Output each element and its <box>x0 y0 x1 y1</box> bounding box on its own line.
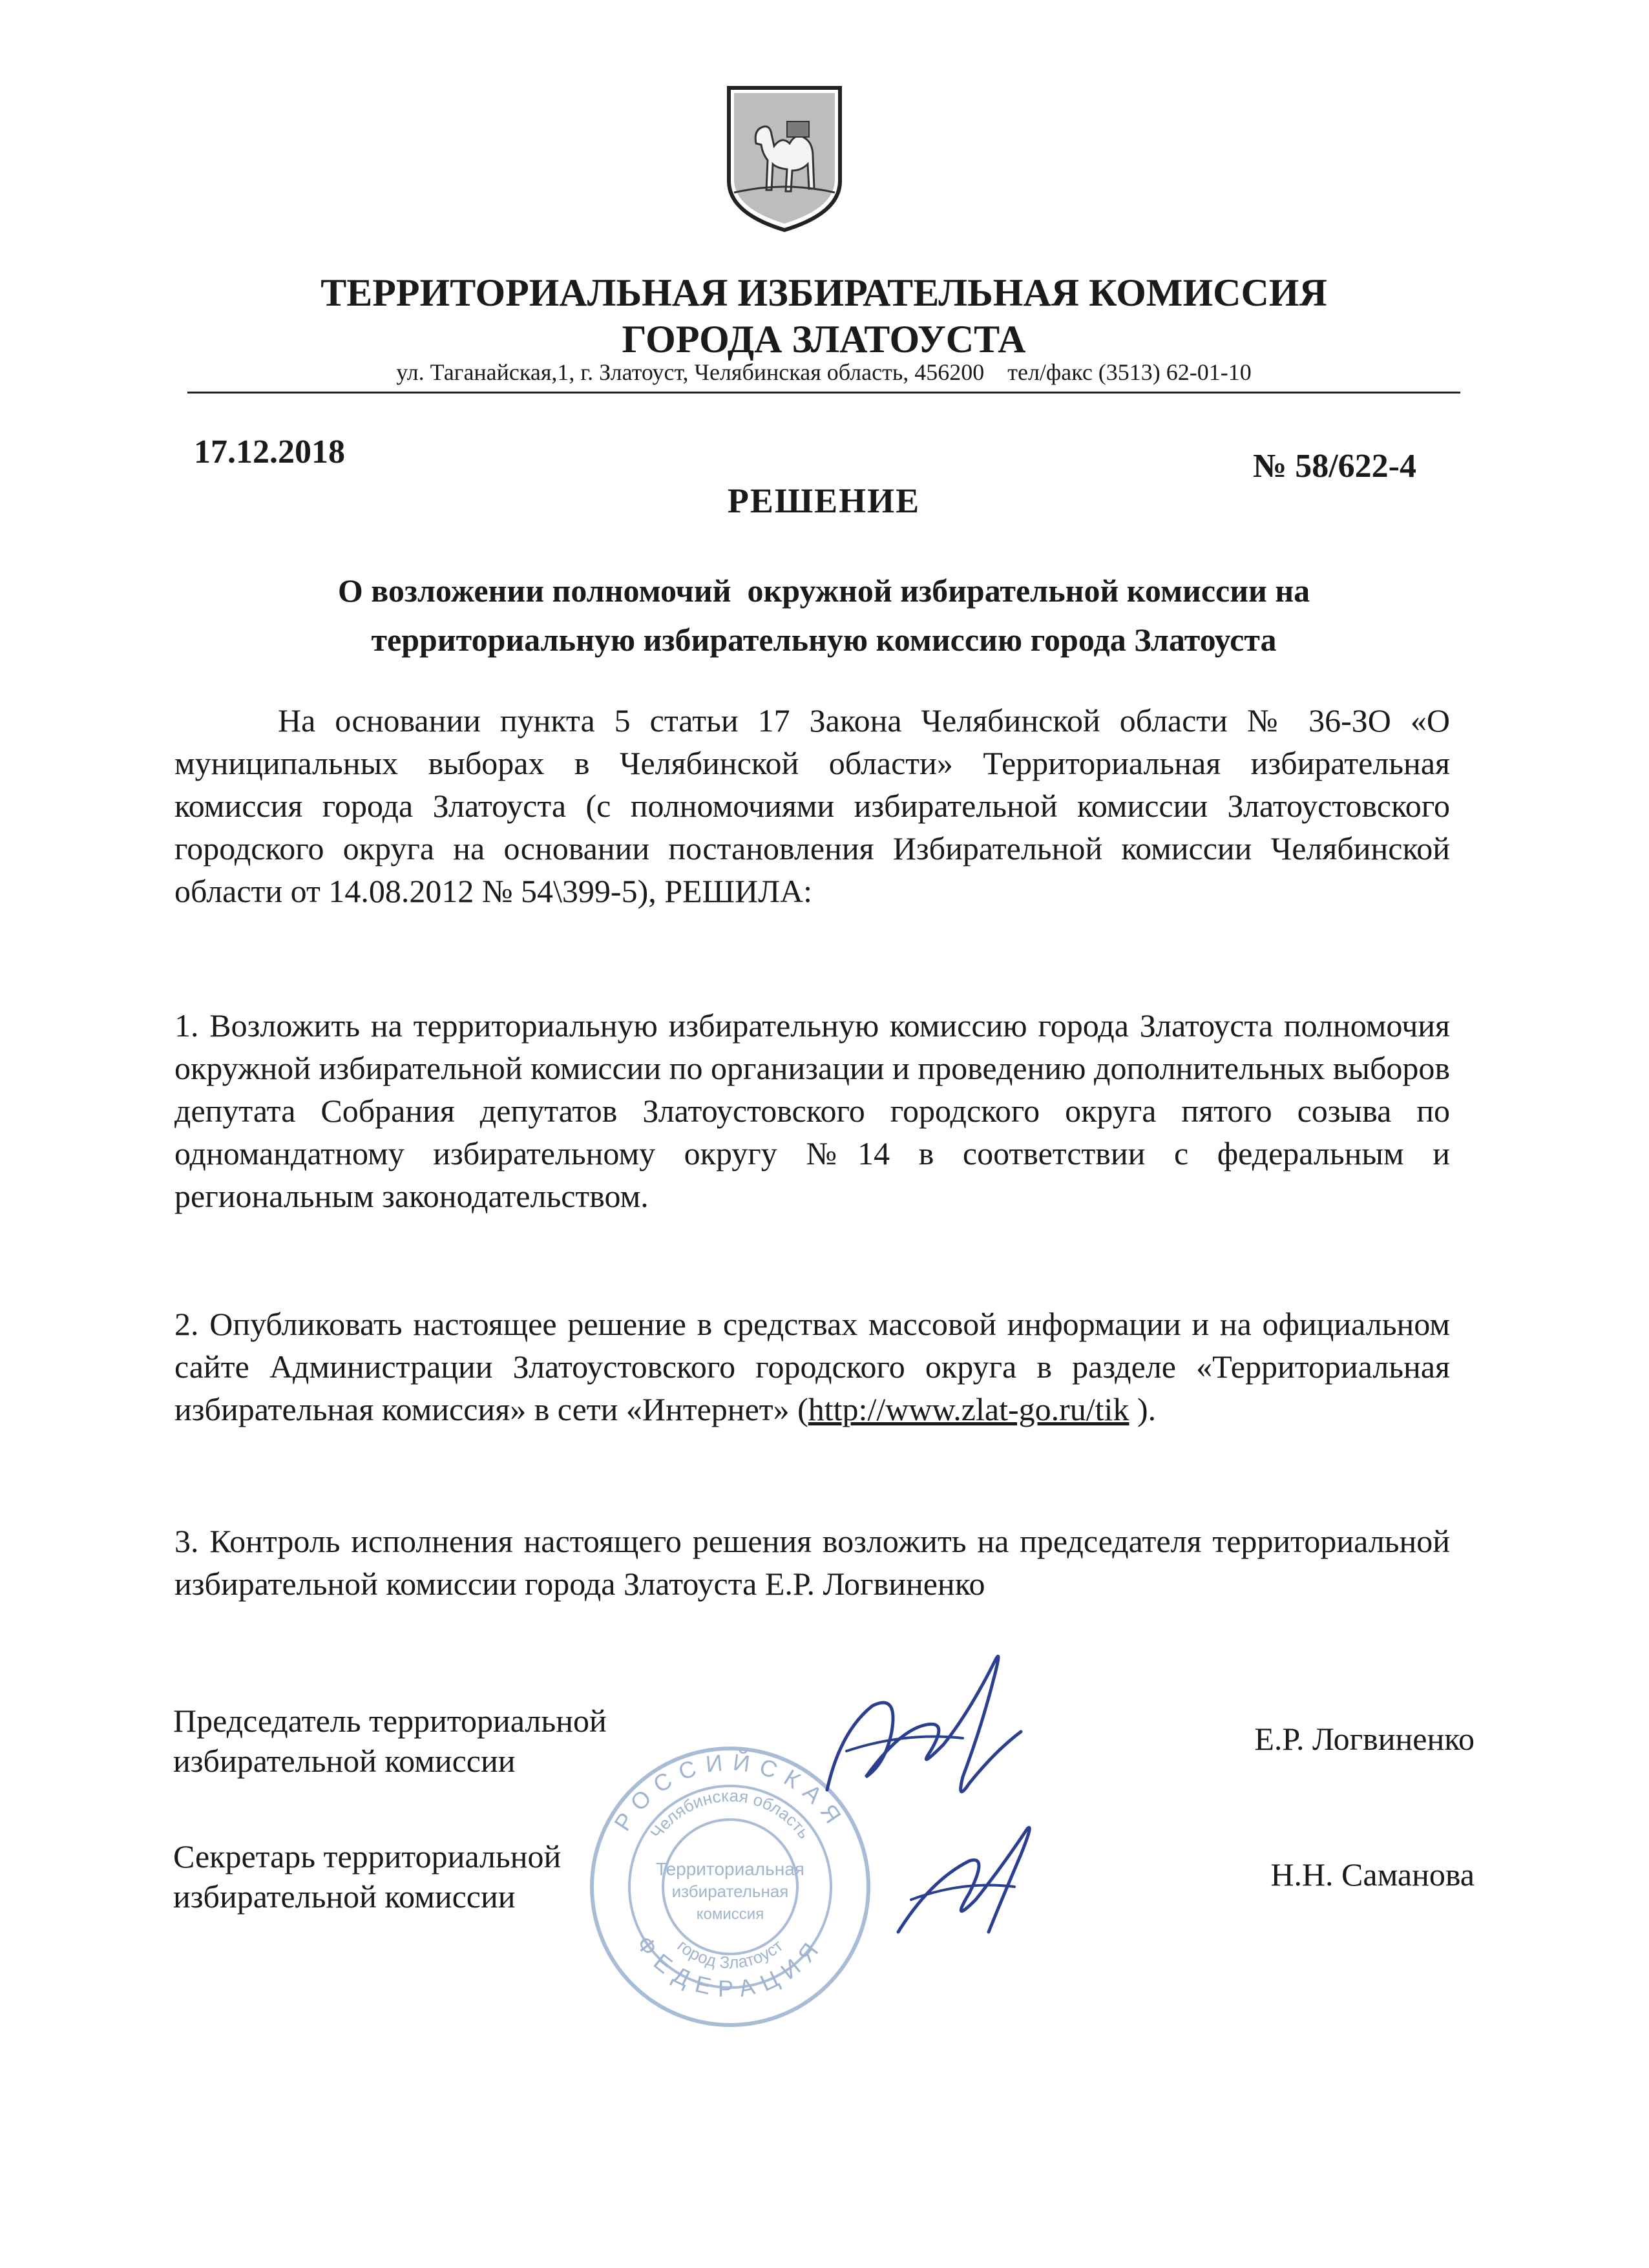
seal-ring-bottom: ФЕДЕРАЦИЯ <box>631 1930 829 2002</box>
seal-center-line2: избирательная <box>671 1882 789 1901</box>
organization-title-line1: ТЕРРИТОРИАЛЬНАЯ ИЗБИРАТЕЛЬНАЯ КОМИССИЯ <box>320 271 1327 314</box>
seal-ring-top: РОССИЙСКАЯ <box>609 1748 852 1836</box>
coat-of-arms-emblem <box>722 84 846 233</box>
secretary-title <box>173 1836 561 1916</box>
chair-handwritten-signature <box>801 1635 1060 1829</box>
item-1-text: 1. Возложить на территориальную избирательную комиссию города Златоуста полномочия окружной избирательной комиссии по организации и проведению дополнительных выборов депутата Собрания депутатов Златоустовского городского округа пятого созыва по одномандатному избирательному округу №14 в соответствии с федеральным и региональным законодательством. <box>174 1007 1450 1214</box>
item-2-end: ). <box>1129 1391 1157 1427</box>
seal-center-line3: комиссия <box>696 1906 764 1923</box>
secretary-name: Н.Н. Саманова <box>1270 1856 1475 1893</box>
item-3-text: 3. Контроль исполнения настоящего решения возложить на председателя территориальной избирательной комиссии города Златоуста Е.Р. Логвиненко <box>174 1523 1450 1602</box>
item-1-paragraph <box>174 1004 1450 1217</box>
subject-line2: территориальную избирательную комиссию города Златоуста <box>371 622 1277 658</box>
chair-name: Е.Р. Логвиненко <box>1254 1721 1475 1757</box>
item-2-text: 2. Опубликовать настоящее решение в средствах массовой информации и на официальном сайте Администрации Златоустовского городского округа в разделе «Территориальная избирательная комиссия» в сети «Интернет» ( <box>174 1306 1450 1427</box>
seal-inner-ring-top: Челябинская область <box>646 1785 814 1842</box>
chair-title-line2: избирательной комиссии <box>173 1743 516 1779</box>
document-number: № 58/622-4 <box>1252 448 1416 485</box>
tik-website-link[interactable]: http://www.zlat-go.ru/tik <box>808 1391 1129 1427</box>
document-date: 17.12.2018 <box>194 434 345 470</box>
secretary-title-line2: избирательной комиссии <box>173 1878 516 1915</box>
subject-line1: О возложении полномочий окружной избирательной комиссии на <box>337 572 1310 609</box>
item-3-paragraph <box>174 1520 1450 1605</box>
seal-center-line1: Территориальная <box>656 1859 804 1879</box>
document-type-title: РЕШЕНИЕ <box>727 481 921 520</box>
organization-address: ул. Таганайская,1, г. Златоуст, Челябинская область, 456200 тел/факс (3513) 62-01-10 <box>396 359 1252 385</box>
organization-title-line2: ГОРОДА ЗЛАТОУСТА <box>622 318 1026 361</box>
document-subject <box>181 566 1467 664</box>
item-2-paragraph <box>174 1303 1450 1431</box>
secretary-title-line1: Секретарь территориальной <box>173 1838 562 1874</box>
secretary-handwritten-signature <box>872 1803 1053 1958</box>
preamble-text: На основании пункта 5 статьи 17 Закона Челябинской области № 36-ЗО «О муниципальных выборах в Челябинской области» Территориальная избирательная комиссия города Златоуста (с полномочиями избирательной комиссии Златоустовского городского округа на основании постановления Избирательной комиссии Челябинской области от 14.08.2012 № 54\399-5), РЕШИЛА: <box>174 702 1450 909</box>
preamble-paragraph <box>174 699 1450 912</box>
seal-inner-ring-bottom: город Златоуст <box>673 1935 787 1973</box>
svg-text:Челябинская область <box>646 1786 814 1842</box>
header-divider <box>187 392 1460 394</box>
chair-title <box>173 1701 607 1781</box>
chair-title-line1: Председатель территориальной <box>173 1703 607 1739</box>
